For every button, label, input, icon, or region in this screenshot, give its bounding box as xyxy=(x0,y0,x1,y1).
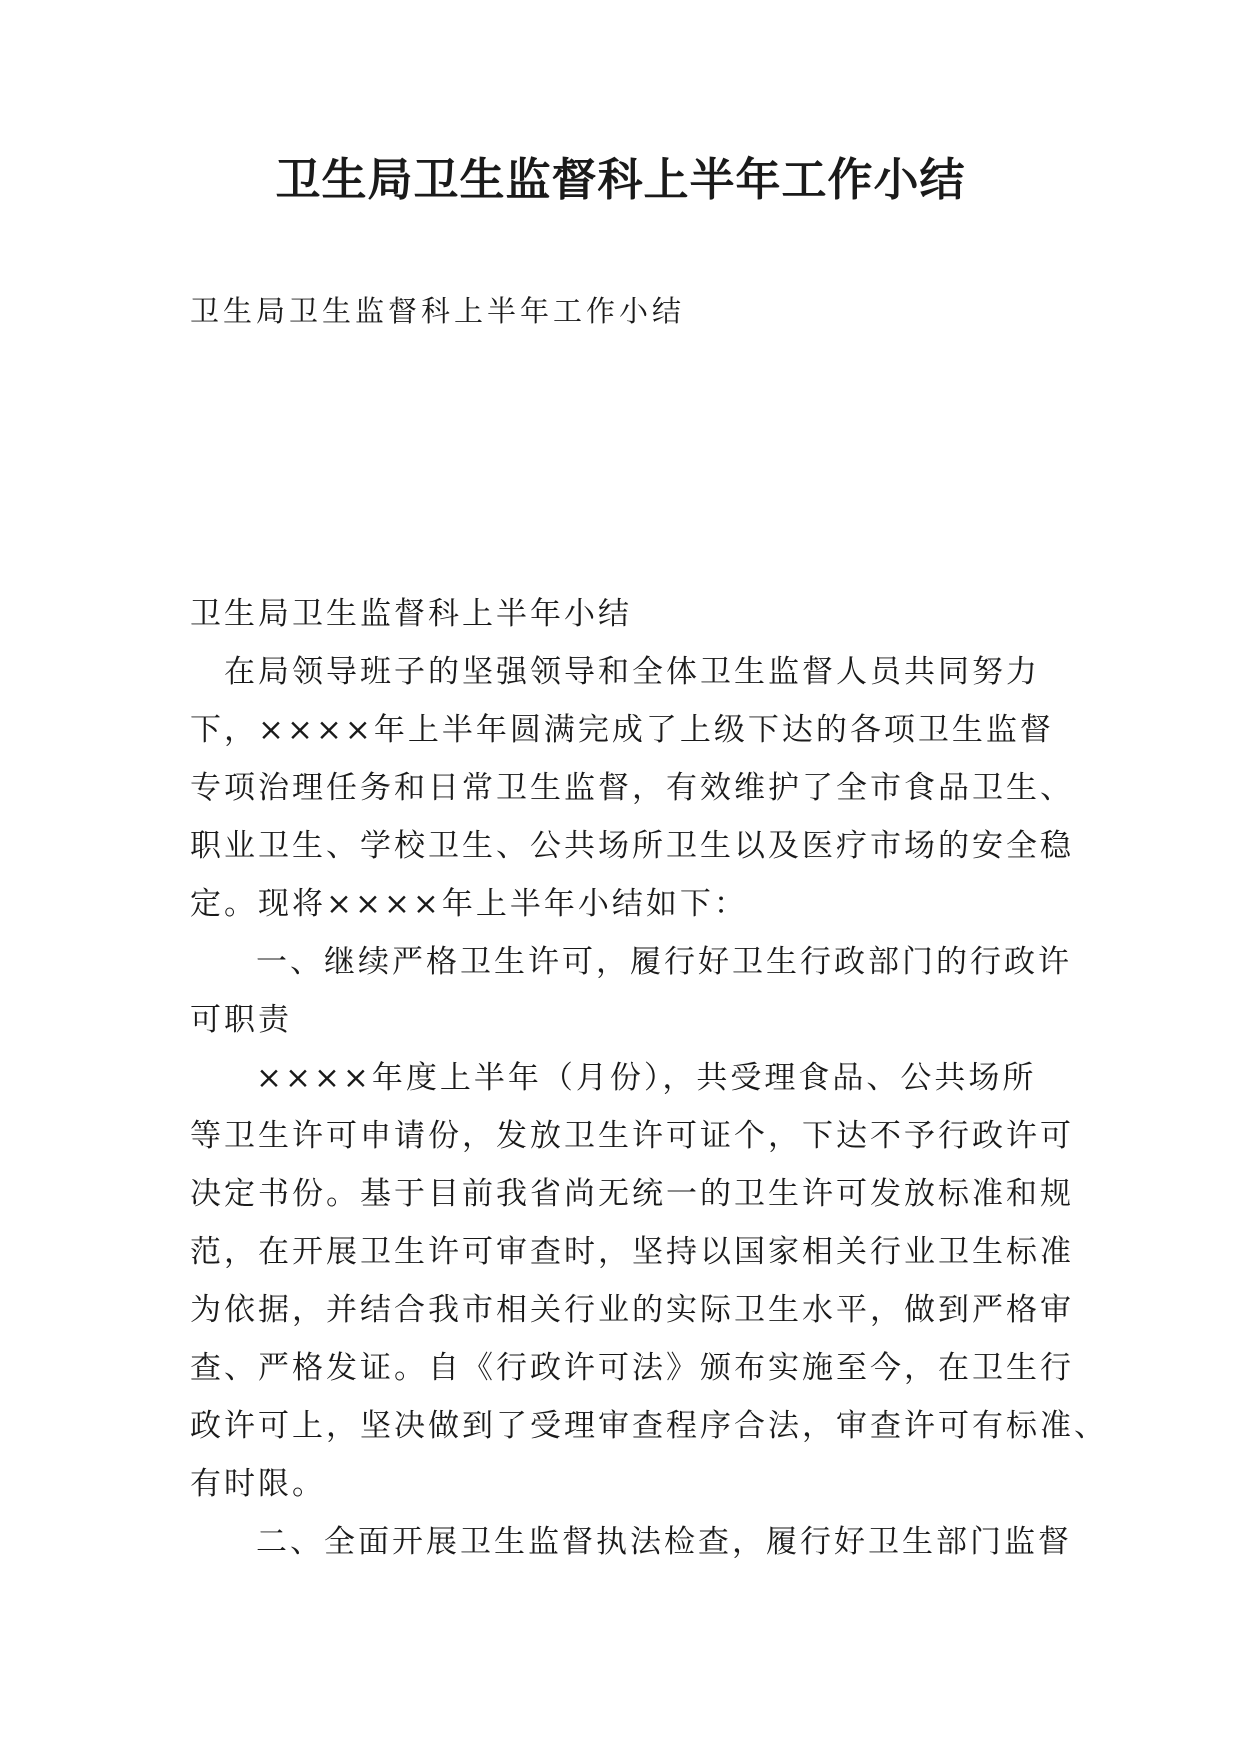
paragraph-line: 等卫生许可申请份，发放卫生许可证个，下达不予行政许可 xyxy=(190,1118,1074,1154)
paragraph-line: 政许可上，坚决做到了受理审查程序合法，审查许可有标准、 xyxy=(190,1408,1108,1444)
document-subtitle: 卫生局卫生监督科上半年工作小结 xyxy=(190,294,686,328)
section-one-heading: 一、继续严格卫生许可，履行好卫生行政部门的行政许 xyxy=(256,944,1072,980)
paragraph-line: 在局领导班子的坚强领导和全体卫生监督人员共同努力 xyxy=(224,654,1040,690)
paragraph-line: 定。现将××××年上半年小结如下： xyxy=(190,886,748,922)
document-title: 卫生局卫生监督科上半年工作小结 xyxy=(275,153,966,206)
section-two-heading: 二、全面开展卫生监督执法检查，履行好卫生部门监督 xyxy=(256,1524,1072,1560)
paragraph-line: 决定书份。基于目前我省尚无统一的卫生许可发放标准和规 xyxy=(190,1176,1074,1212)
paragraph-line: 查、严格发证。自《行政许可法》颁布实施至今，在卫生行 xyxy=(190,1350,1074,1386)
paragraph-line: 范，在开展卫生许可审查时，坚持以国家相关行业卫生标准 xyxy=(190,1234,1074,1270)
paragraph-line: 职业卫生、学校卫生、公共场所卫生以及医疗市场的安全稳 xyxy=(190,828,1074,864)
section-heading: 卫生局卫生监督科上半年小结 xyxy=(190,596,632,632)
paragraph-line: 下，××××年上半年圆满完成了上级下达的各项卫生监督 xyxy=(190,712,1054,748)
paragraph-line: 有时限。 xyxy=(190,1466,326,1502)
section-one-heading-cont: 可职责 xyxy=(190,1002,292,1038)
paragraph-line: ××××年度上半年（月份），共受理食品、公共场所 xyxy=(256,1060,1037,1096)
document-body xyxy=(190,585,1108,1571)
paragraph-line: 专项治理任务和日常卫生监督，有效维护了全市食品卫生、 xyxy=(190,770,1074,806)
paragraph-line: 为依据，并结合我市相关行业的实际卫生水平，做到严格审 xyxy=(190,1292,1074,1328)
